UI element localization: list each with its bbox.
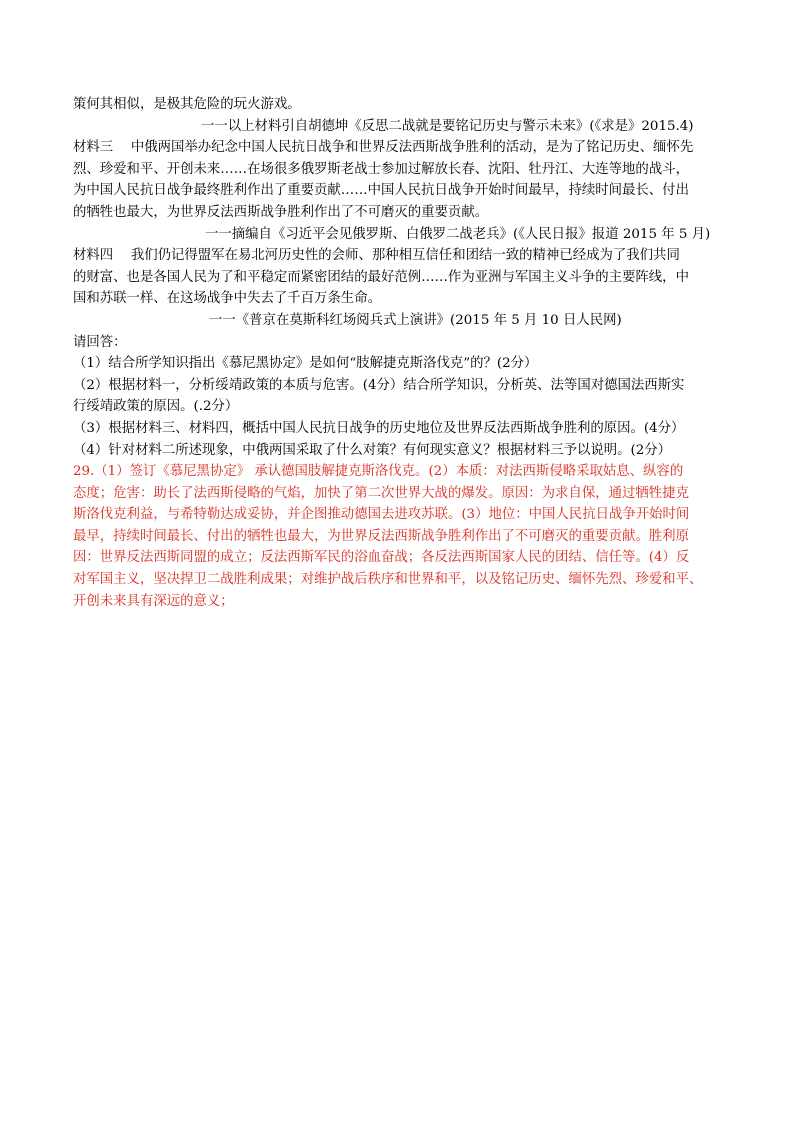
- material-4-line: 的财富、也是各国人民为了和平稳定而紧密团结的最好范例……作为亚洲与军国主义斗争的主要阵线，中: [73, 269, 689, 285]
- material-4-line: 国和苏联一样、在这场战争中失去了千百万条生命。: [73, 291, 381, 307]
- material-4-line: 材料四 我们仍记得盟军在易北河历史性的会师、那种相互信任和团结一致的精神已经成为了我们共同: [73, 248, 680, 264]
- material-3-line: 烈、珍爱和平、开创未来……在场很多俄罗斯老战士参加过解放长春、沈阳、牡丹江、大连等地的战斗，: [73, 161, 689, 177]
- question-2-cont: 行绥靖政策的原因。(.2分）: [73, 399, 239, 415]
- source-citation-3: 一一《普京在莫斯科红场阅兵式上演讲》(2015 年 5 月 10 日人民网): [209, 312, 622, 328]
- source-citation-2: 一一摘编自《习近平会见俄罗斯、白俄罗二战老兵》(《人民日报》报道 2015 年 5 月): [205, 226, 711, 242]
- answer-line: 最早，持续时间最长、付出的牺牲也最大，为世界反法西斯战争胜利作出了不可磨灭的重要贡献。胜利原: [73, 528, 689, 544]
- answer-line: 29.（1）签订《慕尼黑协定》 承认德国肢解捷克斯洛伐克。(2）本质：对法西斯侵略采取姑息、纵容的: [73, 464, 684, 480]
- material-2-tail: 策何其相似，是极其危险的玩火游戏。: [73, 97, 301, 112]
- question-4: （4）针对材料二所述现象，中俄两国采取了什么对策？有何现实意义？根据材料三予以说明。(2分）: [73, 442, 672, 458]
- material-3-line: 为中国人民抗日战争最终胜利作出了重要贡献……中国人民抗日战争开始时间最早，持续时间最长、付出: [73, 183, 689, 199]
- material-3-line: 材料三 中俄两国举办纪念中国人民抗日战争和世界反法西斯战争胜利的活动，是为了铭记历史、缅怀先: [73, 140, 694, 156]
- source-citation-1: 一一以上材料引自胡德坤《反思二战就是要铭记历史与警示未来》(《求是》2015.4): [201, 118, 694, 134]
- answer-line: 因：世界反法西斯同盟的成立；反法西斯军民的浴血奋战；各反法西斯国家人民的团结、信任等。(4）反: [73, 550, 690, 566]
- question-1: （1）结合所学知识指出《慕尼黑协定》是如何“肢解捷克斯洛伐克”的？(2分）: [73, 356, 538, 372]
- answer-line: 开创未来具有深远的意义；: [73, 593, 234, 609]
- answer-line: 对军国主义，坚决捍卫二战胜利成果；对维护战后秩序和世界和平，以及铭记历史、缅怀先烈、珍爱和平、: [73, 572, 703, 588]
- question-3: （3）根据材料三、材料四，概括中国人民抗日战争的历史地位及世界反法西斯战争胜利的原因。(4分）: [73, 420, 685, 436]
- answer-line: 斯洛伐克利益，与希特勒达成妥协，并企图推动德国去进攻苏联。(3）地位：中国人民抗日战争开始时间: [73, 507, 690, 523]
- questions-prompt: 请回答：: [73, 334, 127, 350]
- question-2: （2）根据材料一，分析绥靖政策的本质与危害。(4分）结合所学知识，分析英、法等国对德国法西斯实: [73, 377, 685, 393]
- document-body: [73, 94, 723, 612]
- material-3-line: 的牺牲也最大，为世界反法西斯战争胜利作出了不可磨灭的重要贡献。: [73, 204, 489, 220]
- answer-line: 态度；危害：助长了法西斯侵略的气焰，加快了第二次世界大战的爆发。原因：为求自保，通过牺牲捷克: [73, 485, 689, 501]
